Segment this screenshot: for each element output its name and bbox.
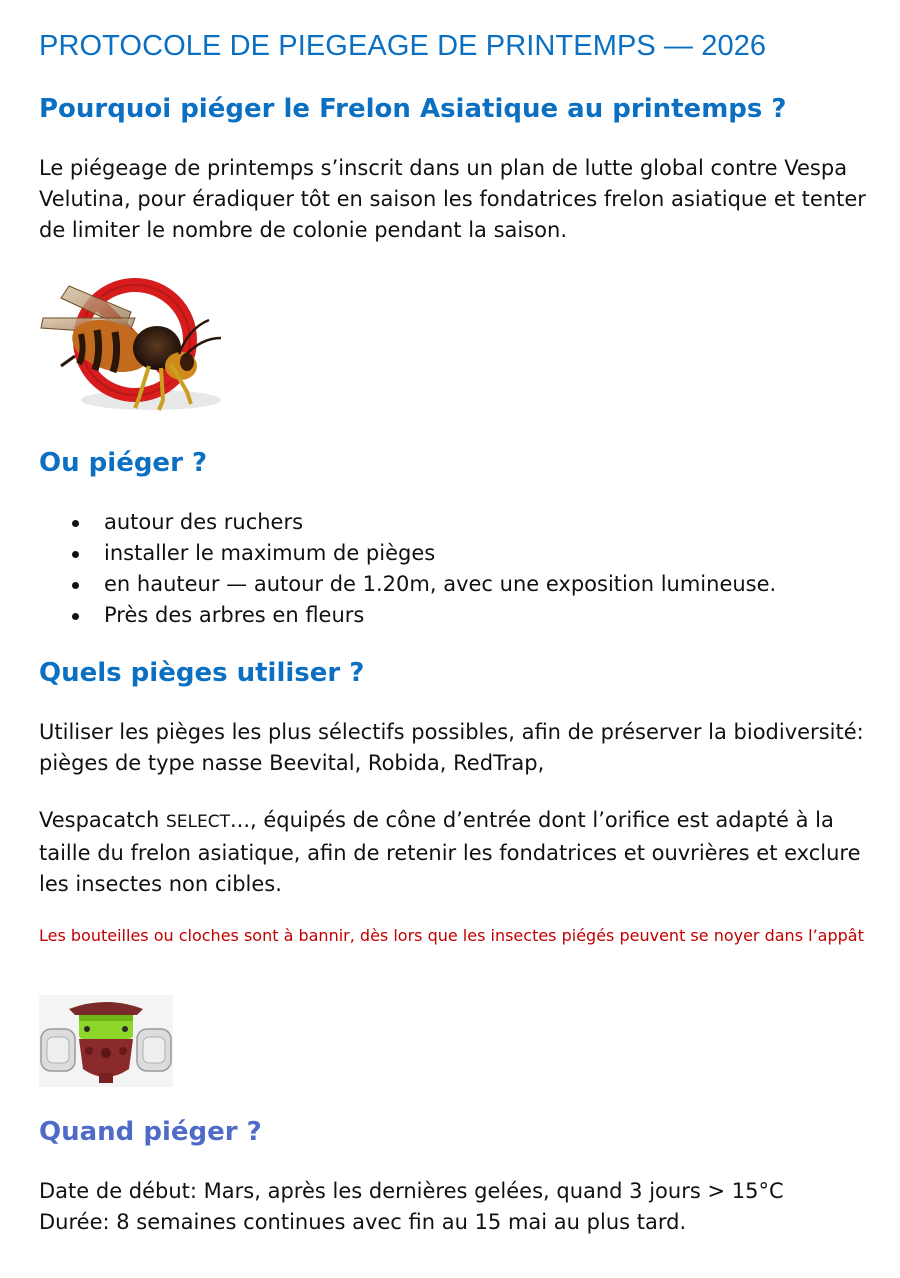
- text-vespacatch: Vespacatch: [39, 808, 166, 832]
- no-hornet-icon: [39, 268, 225, 420]
- text-select: SELECT: [165, 812, 230, 832]
- paragraph-quels-2: [39, 805, 869, 900]
- bullet-list-ou: [39, 507, 776, 631]
- list-item: autour des ruchers: [39, 507, 776, 538]
- heading-ou: Ou piéger ?: [39, 448, 208, 478]
- heading-pourquoi: Pourquoi piéger le Frelon Asiatique au printemps ?: [39, 94, 787, 124]
- document-title: PROTOCOLE DE PIEGEAGE DE PRINTEMPS — 2026: [39, 30, 767, 62]
- list-item: Près des arbres en fleurs: [39, 600, 776, 631]
- heading-quand: Quand piéger ?: [39, 1117, 262, 1147]
- hornet-trap-icon: [39, 995, 173, 1087]
- paragraph-quand-1: Date de début: Mars, après les dernières gelées, quand 3 jours > 15°C: [39, 1179, 784, 1203]
- warning-text: Les bouteilles ou cloches sont à bannir, dès lors que les insectes piégés peuvent se noyer dans l’appât: [39, 926, 864, 945]
- paragraph-quand-2: Durée: 8 semaines continues avec fin au 15 mai au plus tard.: [39, 1210, 687, 1234]
- heading-quels: Quels pièges utiliser ?: [39, 658, 365, 688]
- paragraph-quels-1: Utiliser les pièges les plus sélectifs possibles, afin de préserver la biodiversité: pièges de type nasse Beevital, Robida, RedTrap,: [39, 720, 864, 775]
- list-item: installer le maximum de pièges: [39, 538, 776, 569]
- paragraph-pourquoi: Le piégeage de printemps s’inscrit dans un plan de lutte global contre Vespa Velutina, pour éradiquer tôt en saison les fondatrices frelon asiatique et tenter de limiter le nombre de colonie pendant la saison.: [39, 156, 866, 242]
- text-quels-rest: ..., équipés de cône d’entrée dont l’orifice est adapté à la taille du frelon asiatique, afin de retenir les fondatrices et ouvrières et exclure les insectes non cibles.: [39, 808, 861, 896]
- list-item: en hauteur — autour de 1.20m, avec une exposition lumineuse.: [39, 569, 776, 600]
